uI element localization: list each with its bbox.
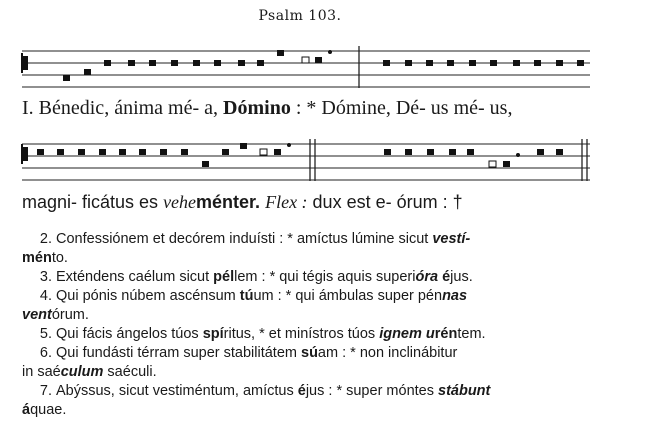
lyric-segment: dux est e- órum : † xyxy=(307,192,463,212)
neumes-staff-2 xyxy=(37,143,563,167)
verse-text: ignem u xyxy=(379,326,435,342)
psalm-title: Psalm 103. xyxy=(258,8,342,24)
verse-text: sú xyxy=(301,345,318,361)
verse-text: um : * qui ámbulas super pén xyxy=(253,288,443,304)
verse-text: mén xyxy=(22,250,52,266)
verse-text: spí xyxy=(202,326,224,342)
lyric-segment: Flex : xyxy=(265,192,308,212)
verse-number: 4. xyxy=(39,288,52,304)
psalm-verses xyxy=(22,230,592,420)
verse-2 xyxy=(22,230,592,268)
lyric-segment: : * Dómine, Dé- us mé- us, xyxy=(290,97,513,119)
verse-number: 5. xyxy=(39,326,52,342)
verse-text: saéculi. xyxy=(103,364,157,380)
verse-6 xyxy=(22,344,592,382)
verse-5 xyxy=(22,325,592,344)
c-clef-icon xyxy=(23,56,28,70)
lyric-segment: ménter. xyxy=(196,192,261,212)
verse-text: rén xyxy=(434,326,458,342)
verse-text: culum xyxy=(60,364,104,380)
verse-text: é xyxy=(442,269,451,285)
lyric-segment: magni- ficátus es xyxy=(22,192,164,212)
verse-text: am : * non inclinábitur xyxy=(317,345,458,361)
lyric-segment: vehe xyxy=(163,192,197,212)
verse-text: Abýssus, sicut vestiméntum, amíctus xyxy=(56,383,298,399)
verse-text: Confessiónem et decórem induísti : * amíctus lúmine sicut xyxy=(56,231,433,247)
verse-text: quae. xyxy=(30,402,67,418)
verse-text: jus : * super móntes xyxy=(305,383,438,399)
neumes-staff-1 xyxy=(63,50,584,81)
verse-text: pél xyxy=(213,269,235,285)
lyric-segment: Dómino xyxy=(223,97,291,119)
verse-text: lem : * qui tégis aquis superi xyxy=(234,269,416,285)
verse-text: nas xyxy=(442,288,468,304)
verse-4 xyxy=(22,287,592,325)
chant-staff-1 xyxy=(0,38,600,98)
chant-lyric-line-2 xyxy=(22,192,463,213)
verse-text: Qui pónis núbem ascénsum xyxy=(56,288,240,304)
verse-number: 2. xyxy=(39,231,52,247)
verse-number: 3. xyxy=(39,269,52,285)
verse-number: 6. xyxy=(39,345,52,361)
verse-text: stábunt xyxy=(438,383,491,399)
verse-number: 7. xyxy=(39,383,52,399)
verse-text: jus. xyxy=(450,269,473,285)
verse-text: tem. xyxy=(457,326,486,342)
verse-7 xyxy=(22,382,592,420)
verse-text: to. xyxy=(51,250,68,266)
verse-text: Qui fundásti térram super stabilitátem xyxy=(56,345,301,361)
verse-text: vent xyxy=(22,307,52,323)
verse-3 xyxy=(22,268,592,287)
lyric-segment: I. Bénedic, ánima mé- a, xyxy=(22,97,224,119)
verse-text: tú xyxy=(239,288,254,304)
chant-staff-2 xyxy=(0,131,600,191)
verse-text: Qui fácis ángelos túos xyxy=(56,326,203,342)
verse-text: á xyxy=(22,402,31,418)
verse-text: ritus, * et minístros túos xyxy=(223,326,380,342)
verse-text: órum. xyxy=(51,307,89,323)
verse-text: vestí- xyxy=(432,231,471,247)
verse-text: in saé xyxy=(22,364,61,380)
verse-text: Exténdens caélum sicut xyxy=(56,269,214,285)
chant-lyric-line-1 xyxy=(22,97,512,120)
verse-text: óra xyxy=(415,269,439,285)
c-clef-icon xyxy=(23,147,28,161)
verse-text: é xyxy=(297,383,306,399)
